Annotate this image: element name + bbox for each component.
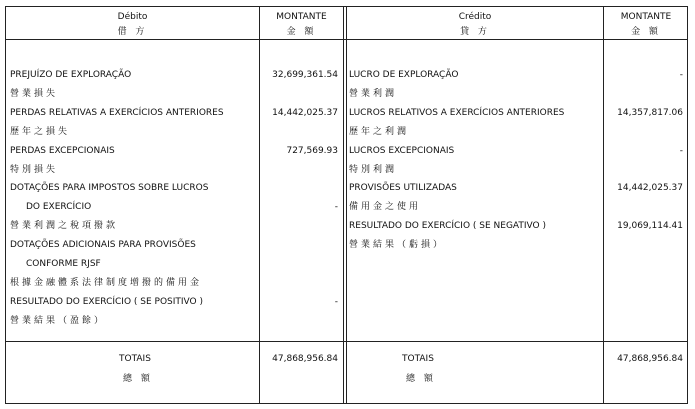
credit-row-amount: 14,442,025.37 [617,183,683,193]
credit-row-amount: - [679,146,683,156]
totals-label-zh: 總 額 [406,374,436,384]
debit-row-pt-cont: CONFORME RJSF [26,259,101,269]
header-credit-zh: 貸 方 [460,27,490,37]
debit-row-amount: 727,569.93 [286,146,338,156]
debit-row-amount: 14,442,025.37 [272,108,338,118]
debit-total-amount: 47,868,956.84 [272,354,338,364]
debit-row-pt: PERDAS RELATIVAS A EXERCÍCIOS ANTERIORES [10,108,224,118]
column-divider [603,7,604,403]
credit-row-pt: LUCROS EXCEPCIONAIS [349,146,455,156]
header-credit [347,10,603,40]
credit-row-pt: LUCROS RELATIVOS A EXERCÍCIOS ANTERIORES [349,108,565,118]
totals-label-pt: TOTAIS [119,354,151,364]
credit-row-amount: - [679,70,683,80]
totals-label-pt: TOTAIS [402,354,434,364]
debit-row-pt-cont: DO EXERCÍCIO [26,202,92,212]
header-amount-pt: MONTANTE [276,12,327,22]
header-amount-left [260,10,343,40]
debit-row-amount: 32,699,361.54 [272,70,338,80]
header-debit-pt: Débito [117,12,148,22]
header-amount-zh: 金 額 [286,27,317,37]
debit-row-zh: 營業損失 [10,89,59,99]
credit-row-pt: RESULTADO DO EXERCÍCIO ( SE NEGATIVO ) [349,221,546,231]
debit-row-zh: 特別損失 [10,165,59,175]
credit-row-zh: 營業利潤 [349,89,398,99]
debit-row-pt: RESULTADO DO EXERCÍCIO ( SE POSITIVO ) [10,297,204,307]
column-divider [343,7,344,403]
debit-row-zh: 根據金融體系法律制度增撥的備用金 [10,278,203,288]
credit-row-pt: LUCRO DE EXPLORAÇÃO [349,70,459,80]
debit-row-pt: PERDAS EXCEPCIONAIS [10,146,115,156]
header-debit-zh: 借 方 [117,27,148,37]
column-divider [346,7,347,403]
debit-row-zh: 營業結果（盈餘） [10,316,107,326]
credit-row-zh: 備用金之使用 [349,202,422,212]
header-amount-zh: 金 額 [631,27,661,37]
debit-row-zh: 營業利潤之稅項撥款 [10,221,119,231]
debit-row-amount: - [334,202,338,212]
credit-row-amount: 19,069,114.41 [617,221,683,231]
header-amount-right [604,10,688,40]
income-statement-table [5,6,688,404]
debit-row-zh: 歷年之損失 [10,127,71,137]
credit-row-amount: 14,357,817.06 [617,108,683,118]
header-credit-pt: Crédito [458,12,492,22]
credit-total-amount: 47,868,956.84 [617,354,683,364]
debit-row-amount: - [334,297,338,307]
credit-row-pt: PROVISÕES UTILIZADAS [349,183,457,193]
header-amount-pt: MONTANTE [620,12,672,22]
column-divider [259,7,260,403]
credit-row-zh: 營業結果（虧損） [349,240,446,250]
credit-row-zh: 特別利潤 [349,165,398,175]
debit-row-pt: DOTAÇÕES ADICIONAIS PARA PROVISÕES [10,240,196,250]
header-debit [6,10,259,40]
credit-row-zh: 歷年之利潤 [349,127,410,137]
debit-row-pt: PREJUÍZO DE EXPLORAÇÃO [10,70,132,80]
debit-row-pt: DOTAÇÕES PARA IMPOSTOS SOBRE LUCROS [10,183,209,193]
totals-label-zh: 總 額 [123,374,153,384]
totals-rule [6,341,687,342]
